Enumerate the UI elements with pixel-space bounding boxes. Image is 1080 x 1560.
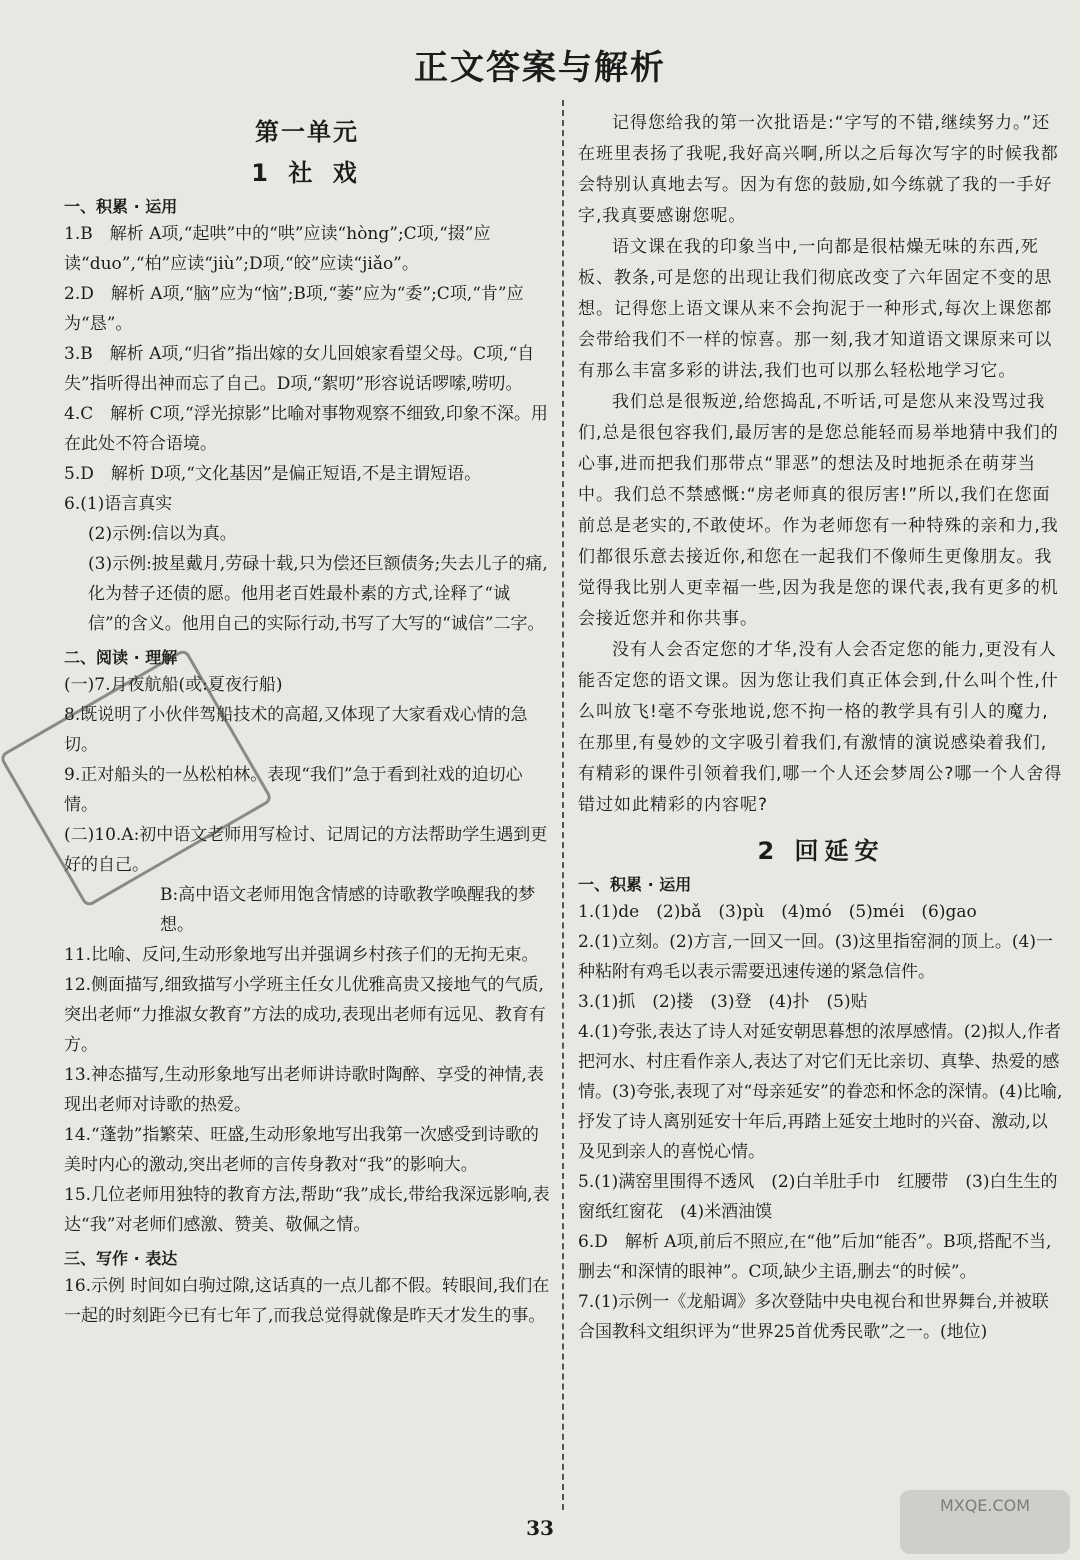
- section-heading: 一、积累 · 运用: [64, 197, 178, 216]
- section-heading: 一、积累 · 运用: [578, 875, 692, 894]
- answer-item: 7.(1)示例一《龙船调》多次登陆中央电视台和世界舞台,并被联合国教科文组织评为“世界25首优秀民歌”之一。(地位): [578, 1292, 1049, 1342]
- answer-item: 6.(1)语言真实: [64, 494, 173, 514]
- watermark-text: MXQE.COM: [939, 1496, 1031, 1515]
- answer-item: (一)7.月夜航船(或:夏夜行船): [64, 675, 283, 695]
- answer-item: 15.几位老师用独特的教育方法,帮助“我”成长,带给我深远影响,表达“我”对老师们感激、赞美、敬佩之情。: [64, 1185, 550, 1235]
- answer-item: 11.比喻、反问,生动形象地写出并强调乡村孩子们的无拘无束。: [64, 945, 539, 965]
- right-column: [578, 108, 1064, 1347]
- answer-item: 5.D 解析 D项,“文化基因”是偏正短语,不是主谓短语。: [64, 464, 482, 484]
- essay-paragraph: 我们总是很叛逆,给您捣乱,不听话,可是您从来没骂过我们,总是很包容我们,最厉害的是您总能轻而易举地猜中我们的心事,进而把我们那带点“罪恶”的想法及时地扼杀在萌芽当中。我们总不禁感慨:“房老师真的很厉害!”所以,我们在您面前总是老实的,不敢使坏。作为老师您有一种特殊的亲和力,我们都很乐意去接近你,和您在一起我们不像师生更像朋友。我觉得我比别人更幸福一些,因为我是您的课代表,我有更多的机会接近您并和你共事。: [578, 392, 1059, 629]
- answer-item: 3.(1)抓 (2)搂 (3)登 (4)扑 (5)贴: [578, 992, 868, 1012]
- answer-item: 16.示例 时间如白驹过隙,这话真的一点儿都不假。转眼间,我们在一起的时刻距今已有七年了,而我总觉得就像是昨天才发生的事。: [64, 1276, 550, 1326]
- answer-item: 13.神态描写,生动形象地写出老师讲诗歌时陶醉、享受的神情,表现出老师对诗歌的热爱。: [64, 1065, 544, 1115]
- unit-title: 第一单元: [255, 118, 359, 146]
- section-heading: 二、阅读 · 理解: [64, 648, 178, 667]
- essay-paragraph: 语文课在我的印象当中,一向都是很枯燥无味的东西,死板、教条,可是您的出现让我们彻底改变了六年固定不变的思想。记得您上语文课从来不会拘泥于一种形式,每次上课您都会带给我们不一样的惊喜。那一刻,我才知道语文课原来可以有那么丰富多彩的讲法,我们也可以那么轻松地学习它。: [578, 237, 1053, 381]
- answer-item: 1.(1)de (2)bǎ (3)pù (4)mó (5)méi (6)gao: [578, 902, 977, 922]
- lesson-title: 2 回延安: [757, 837, 885, 865]
- answer-item: (3)示例:披星戴月,劳碌十载,只为偿还巨额债务;失去儿子的痛,化为替子还债的愿。他用老百姓最朴素的方式,诠释了“诚信”的含义。他用自己的实际行动,书写了大写的“诚信”二字。: [88, 554, 548, 634]
- answer-item: 3.B 解析 A项,“归省”指出嫁的女儿回娘家看望父母。C项,“自失”指听得出神而忘了自己。D项,“絮叨”形容说话啰嗦,唠叨。: [64, 344, 535, 394]
- watermark-logo: [900, 1490, 1070, 1554]
- answer-item: 4.(1)夸张,表达了诗人对延安朝思暮想的浓厚感情。(2)拟人,作者把河水、村庄看作亲人,表达了对它们无比亲切、真挚、热爱的感情。(3)夸张,表现了对“母亲延安”的眷恋和怀念的深情。(4)比喻,抒发了诗人离别延安十年后,再踏上延安土地时的兴奋、激动,以及见到亲人的喜悦心情。: [578, 1022, 1063, 1162]
- lesson-title: 1 社 戏: [251, 159, 363, 187]
- page-title: 正文答案与解析: [414, 48, 666, 88]
- answer-item: 12.侧面描写,细致描写小学班主任女儿优雅高贵又接地气的气质,突出老师“力推淑女教育”方法的成功,表现出老师有远见、教育有方。: [64, 975, 546, 1055]
- answer-item: 2.(1)立刻。(2)方言,一回又一回。(3)这里指窑洞的顶上。(4)一种粘附有鸡毛以表示需要迅速传递的紧急信件。: [578, 932, 1053, 982]
- column-divider: [562, 100, 564, 1510]
- page-number: 33: [526, 1516, 554, 1540]
- answer-item: 2.D 解析 A项,“脑”应为“恼”;B项,“萎”应为“委”;C项,“肯”应为“恳”。: [64, 284, 524, 334]
- essay-paragraph: 记得您给我的第一次批语是:“字写的不错,继续努力。”还在班里表扬了我呢,我好高兴啊,所以之后每次写字的时候我都会特别认真地去写。因为有您的鼓励,如今练就了我的一手好字,我真要感谢您呢。: [578, 113, 1059, 226]
- answer-item: (二)10.A:初中语文老师用写检讨、记周记的方法帮助学生遇到更好的自己。: [64, 825, 548, 875]
- answer-item: 14.“蓬勃”指繁荣、旺盛,生动形象地写出我第一次感受到诗歌的美时内心的激动,突出老师的言传身教对“我”的影响大。: [64, 1125, 539, 1175]
- essay-paragraph: 没有人会否定您的才华,没有人会否定您的能力,更没有人能否定您的语文课。因为您让我们真正体会到,什么叫个性,什么叫放飞!毫不夸张地说,您不拘一格的教学具有引人的魔力,在那里,有曼妙的文字吸引着我们,有激情的演说感染着我们,有精彩的课件引领着我们,哪一个人还会梦周公?哪一个人舍得错过如此精彩的内容呢?: [578, 640, 1063, 815]
- answer-item: 6.D 解析 A项,前后不照应,在“他”后加“能否”。B项,搭配不当,删去“和深情的眼神”。C项,缺少主语,删去“的时候”。: [578, 1232, 1052, 1282]
- section-heading: 三、写作 · 表达: [64, 1249, 178, 1268]
- answer-item: 1.B 解析 A项,“起哄”中的“哄”应读“hòng”;C项,“掇”应读“duo”,“柏”应读“jiù”;D项,“皎”应读“jiǎo”。: [64, 224, 491, 274]
- answer-item: 4.C 解析 C项,“浮光掠影”比喻对事物观察不细致,印象不深。用在此处不符合语境。: [64, 404, 548, 454]
- answer-item: B:高中语文老师用饱含情感的诗歌教学唤醒我的梦想。: [160, 885, 536, 935]
- answer-item: (2)示例:信以为真。: [88, 524, 237, 544]
- answer-item: 9.正对船头的一丛松柏林。表现“我们”急于看到社戏的迫切心情。: [64, 765, 523, 815]
- answer-item: 8.既说明了小伙伴驾船技术的高超,又体现了大家看戏心情的急切。: [64, 705, 528, 755]
- answer-item: 5.(1)满窑里围得不透风 (2)白羊肚手巾 红腰带 (3)白生生的窗纸红窗花 (4)米酒油馍: [578, 1172, 1058, 1222]
